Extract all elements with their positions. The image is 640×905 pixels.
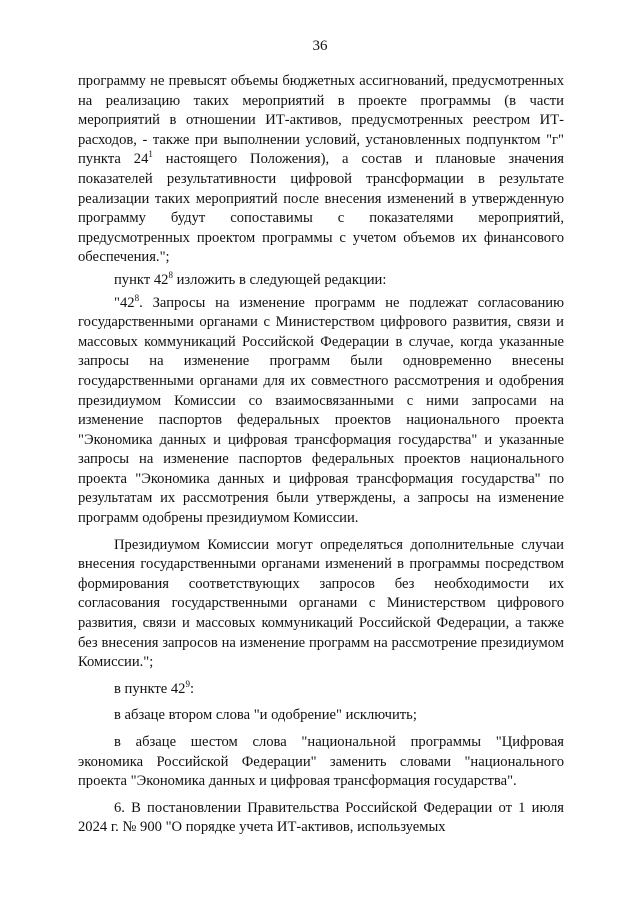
paragraph-item-42-8-intro: пункт $42^8$ изложить в следующей редакции: <box>114 269 387 288</box>
document-body <box>78 72 564 838</box>
superscript: 9 <box>185 678 190 689</box>
paragraph-presidium: Президиумом Комиссии могут определяться дополнительные случаи внесения государственными органами изменений в программы посредством формирования соответствующих запросов без необходимости их согласования государственными органами с Министерством цифрового развития, связи и массовых коммуникаций Российской Федерации, а также без внесения запросов на изменение программ на рассмотрение президиумом Комиссии."; <box>78 536 564 671</box>
paragraph-abzac-second: в абзаце втором слова "и одобрение" исключить; <box>114 707 417 724</box>
superscript: 1 <box>148 149 153 160</box>
paragraph-item-42-9-intro: в пункте $42^9$: <box>114 678 195 697</box>
paragraph-item-42-8-text: "$42^8$. Запросы на изменение программ не подлежат согласованию государственными органами с Министерством цифрового развития, связи и массовых коммуникаций Российской Федерации в случае, когда указанные запросы на изменение программ были одновременно внесены государственными органами для их совместного рассмотрения и одобрения президиумом Комиссии со взаимосвязанными с ними запросами на изменение паспортов федеральных проектов национального проекта "Экономика данных и цифровая трансформация государства" и указанные запросы на изменение паспортов федеральных проектов национального проекта "Экономика данных и цифровая трансформация государства" по результатам их рассмотрения были утверждены, а запросы на изменение программ одобрены президиумом Комиссии. <box>78 292 564 527</box>
superscript: 8 <box>168 269 173 280</box>
paragraph-abzac-sixth: в абзаце шестом слова "национальной программы "Цифровая экономика Российской Федерации" заменить словами "национального проекта "Экономика данных и цифровая трансформация государства". <box>78 734 564 790</box>
page-number: 36 <box>312 38 328 54</box>
superscript: 8 <box>134 292 140 303</box>
paragraph-resolution-900: 6. В постановлении Правительства Российской Федерации от 1 июля 2024 г. № 900 "О порядке учета ИТ-активов, используемых <box>78 799 564 836</box>
paragraph-continuation: программу не превысят объемы бюджетных ассигнований, предусмотренных на реализацию таких мероприятий в проекте программы (в части мероприятий в отношении ИТ-активов, предусмотренных реестром ИТ-расходов, - также при выполнении условий, установленных подпунктом "г" пункта $24^1$ настоящего Положения), а состав и плановые значения показателей результативности цифровой трансформации в результате реализации таких мероприятий после внесения изменений в утвержденную программу будут сопоставимы с показателями мероприятий, предусмотренных проектом программы с учетом объемов их финансового обеспечения."; <box>78 73 565 266</box>
